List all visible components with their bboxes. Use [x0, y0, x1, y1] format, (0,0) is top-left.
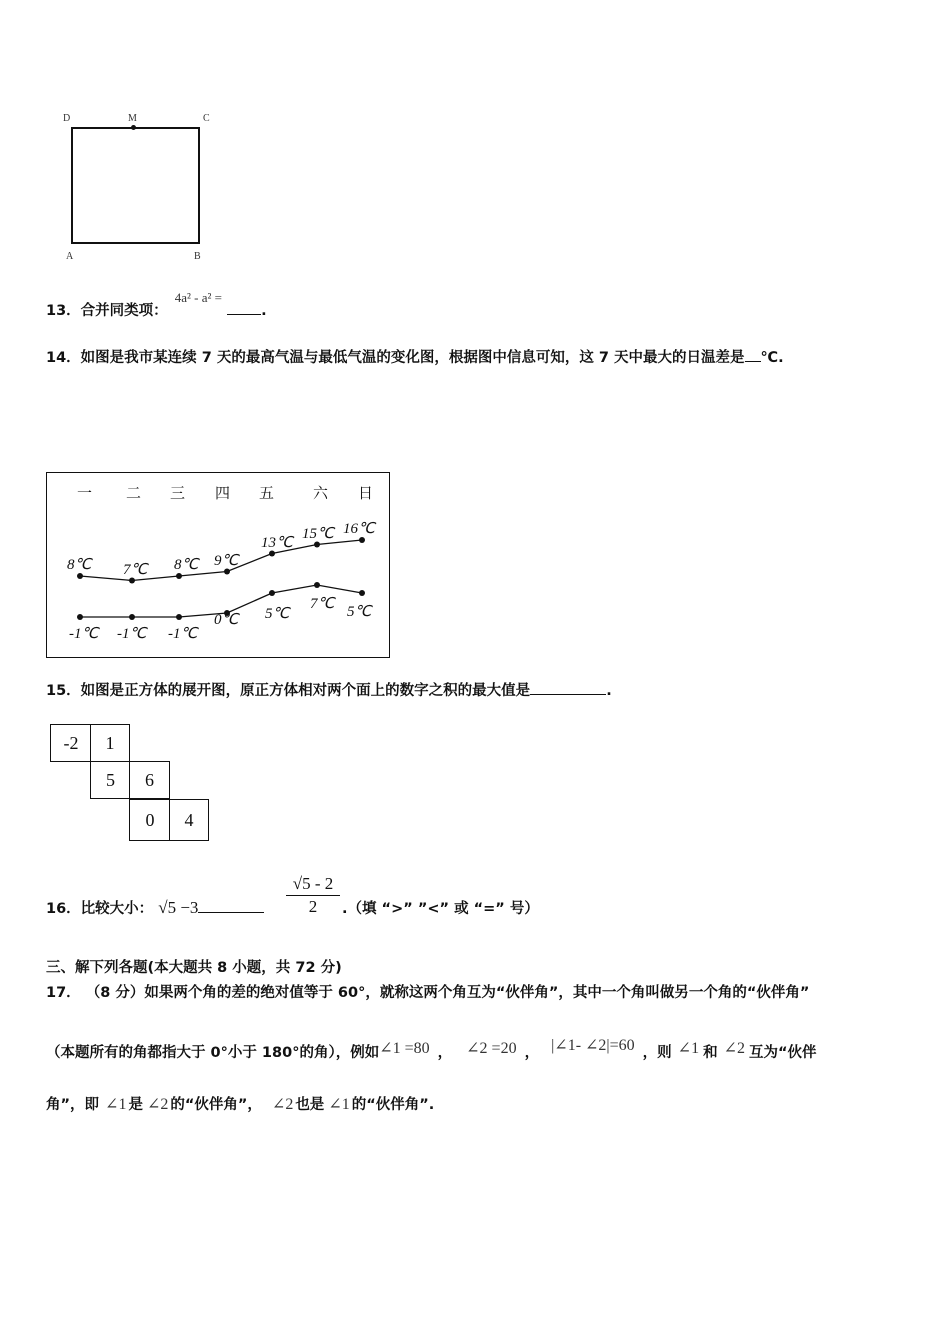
weekday-1: 一	[77, 484, 93, 502]
q17-l3-angle2: ∠2	[146, 1096, 169, 1113]
q16-suffix: .（填 “>” ”<” 或 “=” 号）	[342, 901, 539, 917]
high-temp-label-3: 8℃	[174, 557, 199, 573]
label-c: C	[203, 113, 210, 124]
low-temp-point-3	[176, 614, 182, 620]
question-13	[46, 290, 267, 320]
q16-left-expression: √5 −3	[158, 898, 199, 917]
weekday-2: 二	[126, 484, 142, 502]
low-temp-label-4: 0℃	[214, 612, 239, 628]
q17-l2-text-a: （本题所有的角都指大于 0°小于 180°的角），例如	[46, 1045, 380, 1061]
temperature-chart	[46, 472, 390, 658]
q13-answer-blank[interactable]	[227, 314, 261, 315]
high-temp-label-2: 7℃	[123, 561, 148, 578]
point-m	[131, 125, 136, 130]
q13-text: 13．合并同类项：	[46, 303, 168, 319]
label-b: B	[194, 251, 201, 262]
low-temp-point-6	[314, 582, 320, 588]
q17-angle-difference: |∠1- ∠2|=60	[551, 1037, 635, 1054]
q17-sep-2: ，	[524, 1045, 540, 1061]
q17-l3-angle1: ∠1	[105, 1096, 127, 1113]
q17-l2-text-d: 互为“伙伴	[748, 1045, 817, 1061]
low-temp-label-3: -1℃	[168, 626, 198, 642]
q16-prefix: 16．比较大小：	[46, 901, 154, 917]
q17-angle2: ∠2	[723, 1040, 745, 1057]
cube-face-6: 4	[169, 799, 209, 841]
q17-l3-angle1-b: ∠1	[328, 1096, 350, 1113]
cube-face-1: -2	[50, 724, 91, 762]
weekday-5: 五	[259, 484, 275, 502]
q15-end: .	[606, 683, 612, 699]
q17-l3-angle2-b: ∠2	[271, 1096, 294, 1113]
weekday-6: 六	[313, 484, 329, 502]
question-14	[46, 346, 784, 367]
q16-fraction-numerator: √5 - 2	[286, 874, 340, 896]
q17-line-1: 17． （8 分）如果两个角的差的绝对值等于 60°，就称这两个角互为“伙伴角”，其中一个角叫做另一个角的“伙伴角”	[46, 985, 810, 1001]
low-temp-point-5	[269, 590, 275, 596]
low-temp-label-6: 7℃	[310, 596, 335, 612]
low-temp-point-2	[129, 614, 135, 620]
weekday-4: 四	[215, 484, 231, 502]
q17-l3-text-e: 的“伙伴角”.	[351, 1097, 435, 1113]
q17-line-2	[46, 1037, 817, 1062]
label-d: D	[63, 113, 71, 124]
q17-angle1-value: ∠1 =80	[379, 1040, 430, 1057]
q14-end: ℃.	[760, 350, 784, 366]
high-temp-label-1: 8℃	[67, 557, 92, 573]
low-temp-label-5: 5℃	[265, 606, 290, 622]
q16-answer-blank[interactable]	[198, 912, 264, 913]
q15-text: 15．如图是正方体的展开图，原正方体相对两个面上的数字之积的最大值是	[46, 683, 531, 699]
weekday-7: 日	[358, 484, 374, 502]
low-temp-label-7: 5℃	[347, 604, 372, 620]
q17-l2-text-c: 和	[703, 1045, 718, 1061]
q16-fraction-denominator: 2	[308, 897, 318, 916]
q17-line-3	[46, 1093, 434, 1114]
cube-face-3: 5	[90, 761, 130, 799]
label-m: M	[128, 113, 137, 124]
q15-answer-blank[interactable]	[530, 694, 606, 695]
q17-l3-text-c: 的“伙伴角”，	[170, 1097, 262, 1113]
low-temp-label-2: -1℃	[117, 626, 147, 642]
high-temp-label-5: 13℃	[261, 534, 293, 551]
q17-l2-text-b: ，则	[642, 1045, 672, 1061]
low-temp-label-1: -1℃	[69, 626, 99, 642]
section-3-title: 三、解下列各题(本大题共 8 小题，共 72 分)	[46, 960, 342, 976]
q17-sep-1: ，	[437, 1045, 453, 1061]
question-16	[46, 897, 264, 918]
q17-angle2-value: ∠2 =20	[466, 1040, 517, 1057]
q13-end: .	[261, 303, 267, 319]
square-shape	[71, 127, 200, 244]
weekday-3: 三	[170, 484, 186, 502]
q17-l3-text-d: 也是	[295, 1097, 325, 1113]
low-temp-point-7	[359, 590, 365, 596]
cube-face-2: 1	[90, 724, 130, 762]
q16-fraction	[286, 874, 340, 917]
q17-angle1: ∠1	[677, 1040, 700, 1057]
q14-text: 14．如图是我市某连续 7 天的最高气温与最低气温的变化图，根据图中信息可知，这 7 天中最大的日温差是	[46, 350, 745, 366]
cube-face-5: 0	[129, 799, 170, 841]
high-temp-label-6: 15℃	[302, 525, 334, 542]
low-temp-point-1	[77, 614, 83, 620]
label-a: A	[66, 251, 74, 262]
q17-l3-text-a: 角”，即	[46, 1097, 100, 1113]
q13-expression: 4a² - a² =	[174, 290, 222, 305]
cube-face-4: 6	[129, 761, 170, 799]
high-temp-label-7: 16℃	[343, 521, 375, 537]
q14-answer-blank[interactable]	[745, 361, 761, 362]
q17-l3-text-b: 是	[128, 1097, 143, 1113]
question-15	[46, 679, 612, 700]
high-temp-label-4: 9℃	[214, 552, 239, 569]
